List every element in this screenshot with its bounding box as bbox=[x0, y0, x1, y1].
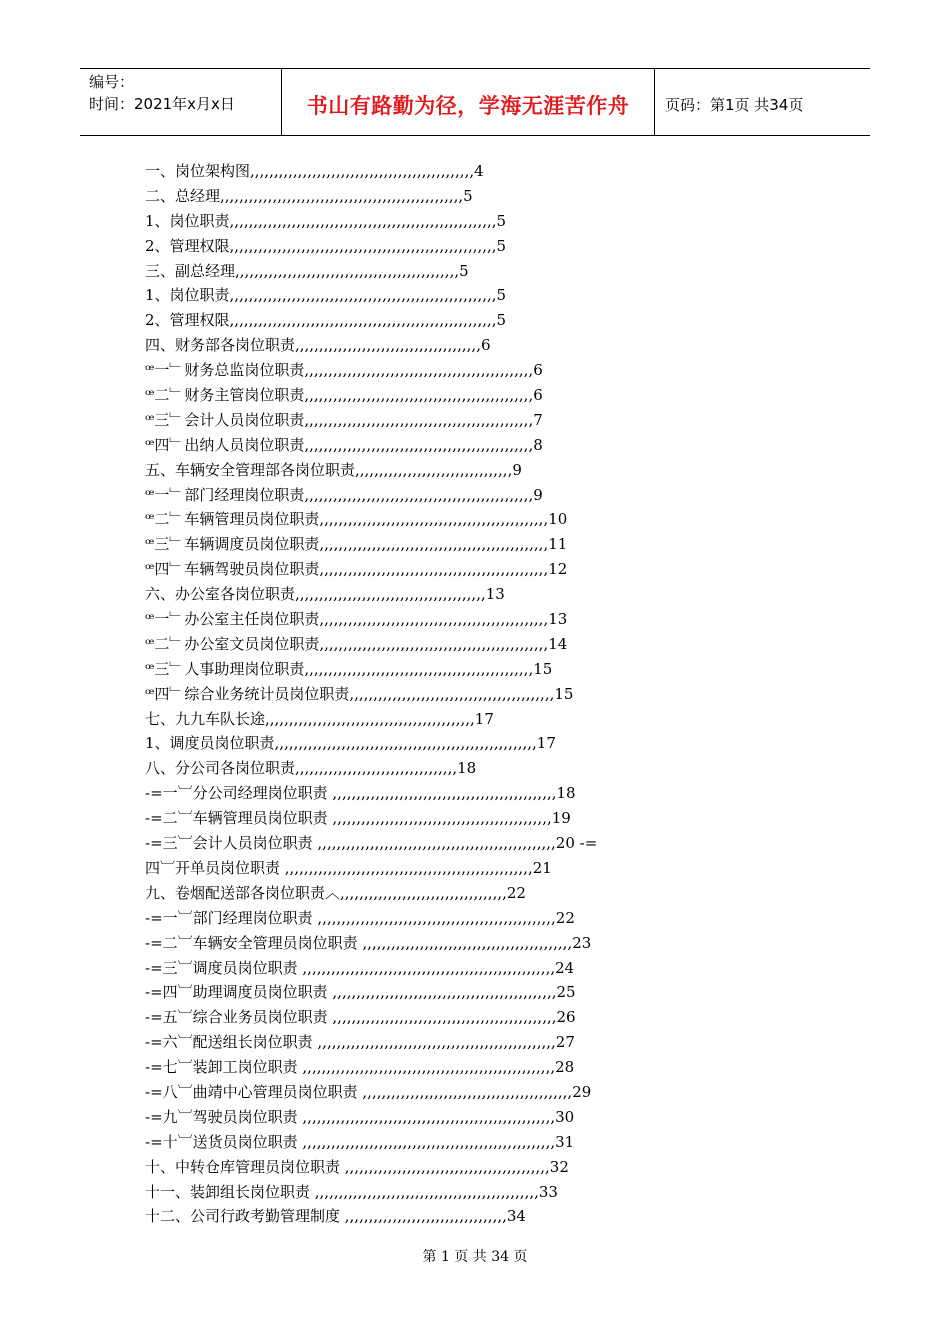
toc-entry: ꟹ三﹂车辆调度员岗位职责,,,,,,,,,,,,,,,,,,,,,,,,,,,,,,,,,,,,,,,,,,,,,,,,11 bbox=[145, 535, 568, 554]
toc-entry: ꟹ一﹂办公室主任岗位职责,,,,,,,,,,,,,,,,,,,,,,,,,,,,,,,,,,,,,,,,,,,,,,,,13 bbox=[145, 610, 568, 629]
toc-entry: 四、财务部各岗位职责,,,,,,,,,,,,,,,,,,,,,,,,,,,,,,,,,,,,,,,6 bbox=[145, 336, 491, 355]
toc-entry: -=三︺会计人员岗位职责 ,,,,,,,,,,,,,,,,,,,,,,,,,,,,,,,,,,,,,,,,,,,,,,,,,,20 -= bbox=[145, 834, 598, 853]
toc-entry: -=四︺助理调度员岗位职责 ,,,,,,,,,,,,,,,,,,,,,,,,,,,,,,,,,,,,,,,,,,,,,,,25 bbox=[145, 983, 576, 1002]
toc-entry: 四︺开单员岗位职责 ,,,,,,,,,,,,,,,,,,,,,,,,,,,,,,,,,,,,,,,,,,,,,,,,,,,,21 bbox=[145, 858, 552, 877]
toc-entry: 1、岗位职责,,,,,,,,,,,,,,,,,,,,,,,,,,,,,,,,,,,,,,,,,,,,,,,,,,,,,,,,5 bbox=[145, 211, 507, 230]
toc-entry: 五、车辆安全管理部各岗位职责,,,,,,,,,,,,,,,,,,,,,,,,,,,,,,,,,9 bbox=[145, 460, 522, 479]
toc-entry: -=三︺调度员岗位职责 ,,,,,,,,,,,,,,,,,,,,,,,,,,,,,,,,,,,,,,,,,,,,,,,,,,,,,24 bbox=[145, 958, 575, 977]
toc-entry: ꟹ二﹂办公室文员岗位职责,,,,,,,,,,,,,,,,,,,,,,,,,,,,,,,,,,,,,,,,,,,,,,,,14 bbox=[145, 634, 568, 653]
table-of-contents bbox=[145, 159, 665, 1229]
toc-entry: 六、办公室各岗位职责,,,,,,,,,,,,,,,,,,,,,,,,,,,,,,,,,,,,,,,,13 bbox=[145, 585, 505, 604]
toc-entry: ꟹ三﹂会计人员岗位职责,,,,,,,,,,,,,,,,,,,,,,,,,,,,,,,,,,,,,,,,,,,,,,,,7 bbox=[145, 410, 543, 429]
toc-entry: ꟹ三﹂人事助理岗位职责,,,,,,,,,,,,,,,,,,,,,,,,,,,,,,,,,,,,,,,,,,,,,,,,15 bbox=[145, 659, 553, 678]
toc-entry: ꟹ二﹂财务主管岗位职责,,,,,,,,,,,,,,,,,,,,,,,,,,,,,,,,,,,,,,,,,,,,,,,,6 bbox=[145, 386, 543, 405]
toc-entry: 一、岗位架构图,,,,,,,,,,,,,,,,,,,,,,,,,,,,,,,,,,,,,,,,,,,,,,,4 bbox=[145, 162, 484, 180]
toc-entry: 十、中转仓库管理员岗位职责 ,,,,,,,,,,,,,,,,,,,,,,,,,,,,,,,,,,,,,,,,,,,32 bbox=[145, 1157, 569, 1176]
toc-entry: -=二︺车辆安全管理员岗位职责 ,,,,,,,,,,,,,,,,,,,,,,,,,,,,,,,,,,,,,,,,,,,,23 bbox=[145, 933, 592, 952]
toc-entry: 九、卷烟配送部各岗位职责︿,,,,,,,,,,,,,,,,,,,,,,,,,,,,,,,,,,,22 bbox=[145, 883, 526, 902]
toc-entry: 十一、装卸组长岗位职责 ,,,,,,,,,,,,,,,,,,,,,,,,,,,,,,,,,,,,,,,,,,,,,,,33 bbox=[145, 1182, 558, 1201]
toc-entry: -=二︺车辆管理员岗位职责 ,,,,,,,,,,,,,,,,,,,,,,,,,,,,,,,,,,,,,,,,,,,,,,19 bbox=[145, 809, 571, 828]
toc-entry: 三、副总经理,,,,,,,,,,,,,,,,,,,,,,,,,,,,,,,,,,,,,,,,,,,,,,,5 bbox=[145, 261, 469, 280]
toc-entry: ꟹ四﹂综合业务统计员岗位职责,,,,,,,,,,,,,,,,,,,,,,,,,,,,,,,,,,,,,,,,,,,15 bbox=[145, 684, 574, 703]
document-number-label: 编号： bbox=[89, 73, 135, 91]
toc-entry: 1、调度员岗位职责,,,,,,,,,,,,,,,,,,,,,,,,,,,,,,,,,,,,,,,,,,,,,,,,,,,,,,,17 bbox=[145, 734, 556, 753]
toc-entry: 八、分公司各岗位职责,,,,,,,,,,,,,,,,,,,,,,,,,,,,,,,,,,18 bbox=[145, 759, 477, 778]
toc-entry: 七、九九车队长途,,,,,,,,,,,,,,,,,,,,,,,,,,,,,,,,,,,,,,,,,,,,17 bbox=[145, 709, 494, 728]
toc-entry: -=六︺配送组长岗位职责 ,,,,,,,,,,,,,,,,,,,,,,,,,,,,,,,,,,,,,,,,,,,,,,,,,,27 bbox=[145, 1033, 575, 1052]
toc-entry: 二、总经理,,,,,,,,,,,,,,,,,,,,,,,,,,,,,,,,,,,,,,,,,,,,,,,,,,,5 bbox=[145, 186, 473, 205]
toc-entry: ꟹ一﹂部门经理岗位职责,,,,,,,,,,,,,,,,,,,,,,,,,,,,,,,,,,,,,,,,,,,,,,,,9 bbox=[145, 485, 543, 504]
page-header bbox=[80, 68, 870, 136]
toc-entry: -=九︺驾驶员岗位职责 ,,,,,,,,,,,,,,,,,,,,,,,,,,,,,,,,,,,,,,,,,,,,,,,,,,,,,30 bbox=[145, 1107, 575, 1126]
header-motto: 书山有路勤为径，学海无涯苦作舟 bbox=[282, 69, 655, 135]
toc-entry: -=一︺分公司经理岗位职责 ,,,,,,,,,,,,,,,,,,,,,,,,,,,,,,,,,,,,,,,,,,,,,,,18 bbox=[145, 784, 576, 803]
toc-entry: 2、管理权限,,,,,,,,,,,,,,,,,,,,,,,,,,,,,,,,,,,,,,,,,,,,,,,,,,,,,,,,5 bbox=[145, 311, 507, 330]
toc-entry: ꟹ四﹂车辆驾驶员岗位职责,,,,,,,,,,,,,,,,,,,,,,,,,,,,,,,,,,,,,,,,,,,,,,,,12 bbox=[145, 560, 568, 579]
header-page-info: 页码：第1页 共34页 bbox=[665, 95, 804, 114]
toc-entry: ꟹ二﹂车辆管理员岗位职责,,,,,,,,,,,,,,,,,,,,,,,,,,,,,,,,,,,,,,,,,,,,,,,,10 bbox=[145, 510, 568, 529]
toc-entry: ꟹ一﹂财务总监岗位职责,,,,,,,,,,,,,,,,,,,,,,,,,,,,,,,,,,,,,,,,,,,,,,,,6 bbox=[145, 361, 543, 380]
toc-entry: -=五︺综合业务员岗位职责 ,,,,,,,,,,,,,,,,,,,,,,,,,,,,,,,,,,,,,,,,,,,,,,,26 bbox=[145, 1008, 576, 1027]
document-time-label: 时间：2021年x月x日 bbox=[89, 95, 235, 113]
toc-entry: 2、管理权限,,,,,,,,,,,,,,,,,,,,,,,,,,,,,,,,,,,,,,,,,,,,,,,,,,,,,,,,5 bbox=[145, 236, 507, 255]
toc-entry: 1、岗位职责,,,,,,,,,,,,,,,,,,,,,,,,,,,,,,,,,,,,,,,,,,,,,,,,,,,,,,,,5 bbox=[145, 286, 507, 305]
toc-entry: 十二、公司行政考勤管理制度 ,,,,,,,,,,,,,,,,,,,,,,,,,,,,,,,,,,34 bbox=[145, 1207, 526, 1226]
toc-entry: -=一︺部门经理岗位职责 ,,,,,,,,,,,,,,,,,,,,,,,,,,,,,,,,,,,,,,,,,,,,,,,,,,22 bbox=[145, 908, 575, 927]
page-footer: 第 1 页 共 34 页 bbox=[422, 1249, 528, 1265]
toc-entry: -=八︺曲靖中心管理员岗位职责 ,,,,,,,,,,,,,,,,,,,,,,,,,,,,,,,,,,,,,,,,,,,,29 bbox=[145, 1082, 592, 1101]
toc-entry: ꟹ四﹂出纳人员岗位职责,,,,,,,,,,,,,,,,,,,,,,,,,,,,,,,,,,,,,,,,,,,,,,,,8 bbox=[145, 435, 543, 454]
toc-entry: -=七︺装卸工岗位职责 ,,,,,,,,,,,,,,,,,,,,,,,,,,,,,,,,,,,,,,,,,,,,,,,,,,,,,28 bbox=[145, 1058, 575, 1077]
header-meta bbox=[80, 69, 282, 135]
toc-entry: -=十︺送货员岗位职责 ,,,,,,,,,,,,,,,,,,,,,,,,,,,,,,,,,,,,,,,,,,,,,,,,,,,,,31 bbox=[145, 1132, 575, 1151]
